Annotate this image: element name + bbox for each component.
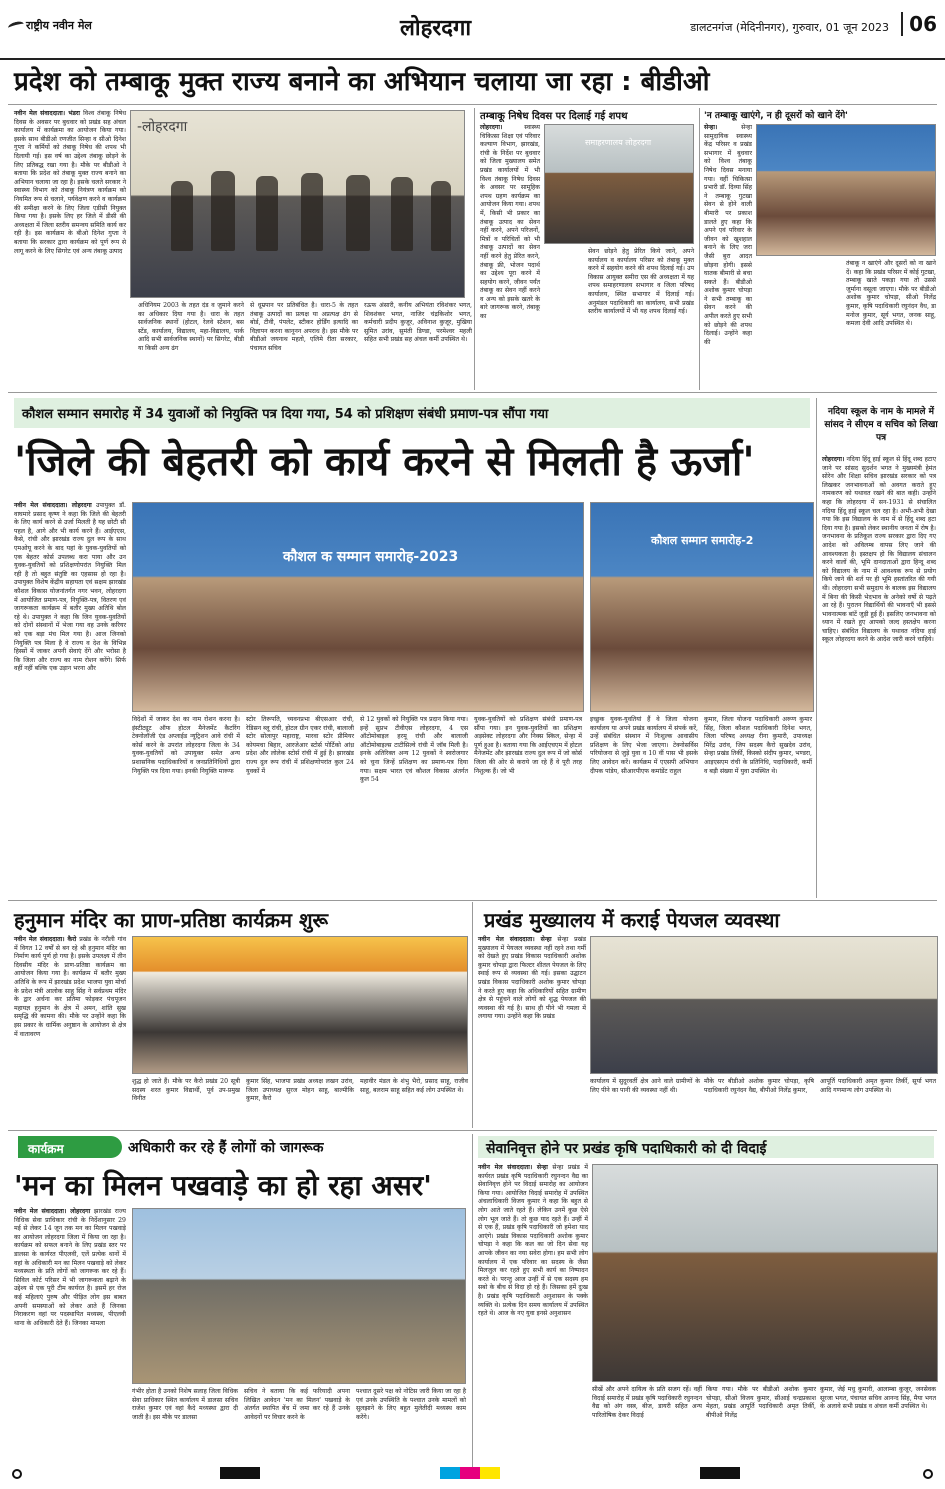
story9-col2: सीखें और अपने दायित्व के प्रति सजग रहें। वहीं विदाई समारोह में प्रखंड कृषि पदाधिकारी रघुनन्दन वैद्य को अंग वस्त्र, बीज, डायरी सहित अन्य पारितोषिक देकर विदाई [592, 1386, 702, 1419]
story3-col1-text: सेन्हा सामुदायिक स्वास्थ्य केंद्र परिसर व प्रखंड सभागार में बुधवार को विश्व तंबाकू निषेध दिवस मनाया गया। वहीं चिकित्सा प्रभारी डॉ. दिव्या सिंह ने तम्बाकू गुटखा सेवन से होने वाली बीमारी पर प्रकाश डालते हुए कहा कि अपने एवं परिवार के जीवन को खुशहाल बनाने के लिए जरा जैसी बुरा आदत छोड़ना होगी। इससे घातक बीमारी से बचा सकते हैं। बीडीओ अशोक कुमार चोपड़ा ने सभी तम्बाकू का सेवन करने की अपील करते हुए सभी को छोड़ने की शपथ दिलाई। उन्होंने कहा की [704, 124, 752, 346]
story4-col7: कुमार, जिला योजना पदाधिकारी अरूण कुमार सिंह, जिला कौशल पदाधिकारी दिनेश भगत, जिला परिषद अध्यक्ष रीना कुमारी, उपाध्यक्ष मिरेंद्र उरांव, जिप सदस्य कैरो सुखदेव उरांव, सेन्हा प्रखंड तिर्की, किस्को संदीप कुमार, भण्डरा, आइएसएम रांची के प्रतिनिधि, पदाधिकारी, कर्मी व बड़ी संख्या में युवा उपस्थित थे। [704, 716, 812, 775]
color-bar-yellow [480, 1467, 500, 1479]
divider [8, 900, 937, 901]
color-bar-black [220, 1467, 260, 1479]
story2-col2: सेवन छोड़ने हेतु प्रेरित किये जाने, अपने कार्यालय व कार्यालय परिसर को तंबाकू मुक्त करने में सहयोग करने की शपथ दिलाई गई। उप विकास आयुक्त समीरा एस की अध्यक्षता में यह शपथ समाहरणालय सभागार व जिला परिषद कार्यालय, स्थित सभागार में दिलाई गई। अनुमंडल पदाधिकारी का कार्यालय, सभी प्रखंड स्तरीय कार्यालयों में भी यह शपथ दिलाई गई। [588, 248, 694, 316]
story8-label: कार्यक्रम [18, 1136, 122, 1158]
divider [699, 108, 700, 390]
story6-col2: शुद्ध हो जाते हैं। मौके पर कैरो प्रखंड 20 सूत्री सदस्य शरत कुमार विद्यार्थी, पूर्व उप-प्रमुख विनीत [132, 1078, 240, 1103]
story6-photo [132, 936, 468, 1074]
story4-col1 [14, 502, 126, 898]
story5-body [822, 456, 936, 896]
story4-col1-text: उपायुक्त डॉ. वाघमारे प्रसाद कृष्ण ने कहा कि जिले की बेहतरी के लिए कार्य करने से उर्जा मिलती है यह छोटी सी पहल है, आगे और भी कार्य करने हैं। आईएएस, कैसे, रांची और झारखंड राज्य दुल रूप के साथ एमओयू करने के बाद यहां के युवक-युवतियों को एक बेहतर कोर्स उपलब्ध करा पाया और उन युवक-युवतियों को प्रशिक्षणोपरांत नियुक्ति मिल रही है तो बहुत संतुष्टि का एहसास हो रहा है। उपायुक्त विशेष केंद्रीय सहायता एवं सक्षम झारखंड कौशल विकास योजनांतर्गत नगर भवन, लोहरदगा में आयोजित प्रमाण-पत्र, नियुक्ति-पत्र, वितरण एवं जागरूकता कार्यक्रम में बतौर मुख्य अतिथि बोल रहे थे। उपायुक्त ने कहा कि जिन युवक-युवतियों को दोनों संस्थानों में भेजा गया वह उनके करियर को एक बड़ा मंच मिल गया है। आज जिनको नियुक्ति पत्र मिला है वे राज्य व देश के विभिन्न हिस्सों में जाकर अपनी सेवाएं देंगे और भरोसा है कि जिला और राज्य का नाम रोशन करेंगे। सिर्फ वहीं नहीं बल्कि एक उड़ान भरना और [14, 502, 126, 673]
divider [8, 392, 937, 393]
story1-col3: से धूम्रपान पर प्रतिबंधित है। धारा-5 के तहत तंबाकू उत्पादों का प्रत्यक्ष या अप्रत्यक्ष ढंग से बोर्ड, टीवी, पंपलेट, स्टीकर होर्डिंग इत्यादि का विज्ञापन करना कानूनन अपराध है। इस मौके पर बीडीओ जयनाथ महतो, एलिमे रीता सरकार, पंचायत सचिव [250, 302, 358, 352]
story2-photo [544, 124, 694, 244]
story4-col6: इच्छुक युवक-युवतियां हैं वे जिला योजना कार्यालय या अपने प्रखंड कार्यालय में संपर्क करें, उन्हें संबंधित संस्थान में निःशुल्क आवासीय प्रशिक्षण के लिए भेजा जाएगा। टेक्नोसर्विस परियोजना से जुड़े युवा व 10 वीं पास भी इसके लिए आवेदन करें। कार्यक्रम में एएसपी अभियान दीपक पांडेय, सीआरपीएफ कमांडेंट राहुल [590, 716, 698, 775]
story9-col4: कुमार, जेई मधु कुमारी, आलाम्बा कुजूर, जनसेवक सूरजा भगत, पंचायत सचिव आनन्द सिंह, मैया भगत के अलावे सभी प्रखंड व अंचल कर्मी उपस्थित थे। [820, 1386, 936, 1411]
story8-col1 [14, 1208, 126, 1466]
story3-headline: 'न तम्बाकू खाएंगे, न ही दूसरों को खाने देंगे' [704, 111, 848, 121]
story8-col1-text: झारखंड राज्य विधिक सेवा प्राधिकार रांची के निर्देशानुसार 29 मई से लेकर 14 जून तक मन का मिलन पखवाड़े का आयोजन लोहरदगा जिला में किया जा रहा है। कार्यक्रम को सफल बनाने के लिए प्रखंड स्तर पर डालसा के कार्यरत पीएलवी, एलें प्रत्येक थानों में वहां के अधिकारी मन का मिलन पखवाड़े को लेकर मध्यस्थता के प्रति लोगों को जागरूक कर रहे हैं। सिविल कोर्ट परिसर में भी जागरूकता बढ़ाने के उद्देश्य से एक पूरी टीम कार्यरत है। इसमें हर रोज कई महिलाएं पुरुष और पीड़ित लोग इस बाबत अपनी समस्याओं को लेकर आते हैं जिनका निराकरण वहां पर पदस्थापित मध्यस्थ, पीएलवी थाना के अधिकारी देते हैं। जिनका मामला [14, 1208, 126, 1327]
brand-name: राष्ट्रीय नवीन मेल [26, 19, 92, 32]
story2-col1-text: स्वास्थ्य चिकित्सा शिक्षा एवं परिवार कल्याण विभाग, झारखंड, रांची के निर्देश पर बुधवार को जिला मुख्यालय समेत प्रखंड कार्यालयों में भी विश्व तंबाकू निषेध दिवस के अवसर पर सामूहिक शपथ ग्रहण कार्यक्रम का आयोजन किया गया। शपथ में, किसी भी प्रकार का तंबाकू उत्पाद का सेवन नहीं करने, अपने परिजनों, मित्रों व परिचितों को भी तंबाकू उत्पादों का सेवन नहीं करने हेतु प्रेरित करने, तंबाकू फ्री, भोजन पदार्थ का उद्देश्य पूरा करने में सहयोग करने, जीवन पर्यंत तंबाकू का सेवन नहीं करने व अन्य को इसके खतरे के बारे जागरूक करने, तंबाकू का [480, 124, 540, 321]
story3-byline: सेन्हा। [704, 124, 718, 131]
story5-byline: लोहरदगा। [822, 456, 845, 463]
story9-col1 [478, 1164, 588, 1466]
divider [8, 104, 937, 105]
story9-col3: किया गया। मौके पर बीडीओ अशोक कुमार चोपड़ा, सीओ विजय कुमार, सीआई चन्द्रप्रकाश मेहता, प्रखंड आपूर्ति पदाधिकारी अमृत तिर्की, बीपीओ निलेंद्र [706, 1386, 816, 1419]
story6-col1 [14, 936, 126, 1126]
story8-headline: 'मन का मिलन पखवाड़े का हो रहा असर' [14, 1169, 432, 1202]
story7-headline: प्रखंड मुख्यालय में कराई पेयजल व्यवस्था [484, 908, 780, 932]
divider [474, 108, 475, 390]
date-line: डालटनगंज (मेदिनीनगर), गुरुवार, 01 जून 2023 [690, 21, 889, 34]
story7-byline: नवीन मेल संवाददाता। सेन्हा [478, 936, 552, 943]
story5-body-text: नदिया हिंदू हाई स्कूल से हिंदू शब्द हटाए जाने पर सांसद सुदर्शन भगत ने मुख्यमंत्री हेमंत सोरेन और शिक्षा सचिव झारखंड सरकार को पत्र लिखकर जनभावनाओं को अवगत कराते हुए नामकरण को यथावत रखने की बात कही। उन्होंने कहा कि लोहरदगा में सन-1931 से संचालित नदिया हिंदू हाई स्कूल चल रहा है। अभी-अभी देखा गया कि इस विद्यालय के नाम में से हिंदू शब्द हटा दिया गया है। इसको लेकर स्थानीय जनता में रोष है। जनभावना के प्रतिकूल राज्य सरकार द्वारा दिए गए आदेश को अविलम्ब वापस लिए जाने की आवश्यकता है। इस्तक्षप हो कि विद्यालय संचालन करने वालों की, भूमि दानदाताओं द्वारा हिन्दू शब्द को विद्यालय के नाम में आवश्यक रूप से प्रयोग किये जाने की शर्त पर ही भूमि हस्तांतरित की गयी थी। लोहरदगा सभी समुदाय के बालक इस विद्यालय में बिना की किसी भेदभाव के अनेको वर्षो से पढ़ते आ रहे हैं। पुरातन विद्यार्थियों की भावनाएँ भी इससे भावनात्मक बांटें जुड़ी हुई हैं। इसलिए जनभावना को ध्यान में रखते हुए आपको जल्द हस्तक्षेप करना चाहिए। संबंधित विद्यालय के यथावत नदिया हाई स्कूल लोहरदगा करने के आदेश जारी करने चाहिये। [822, 456, 936, 644]
story9-byline: नवीन मेल संवाददाता। सेन्हा [478, 1164, 548, 1171]
brand-logo [8, 18, 92, 33]
office-sign: -लोहरदगा [137, 119, 188, 135]
story3-photo [756, 124, 936, 256]
section-title: लोहरदगा [400, 16, 472, 41]
story4-col3: स्टोर तिरूपति, च्यवनप्रभा बीएसआर रांची, रेडिसन ब्लू रांची, होटल ग्रीन एकर रांची, बालाजी स्टोर सोलापुर महाराष्ट्र, मारवा स्टोर प्रीमियर कोयमचा बिहार, आरजेआर स्टोर्स पोर्टिको आंध्र प्रदेश और लोलेक स्टोर्स रांची में हुई है। झारखंड राज्य दुल रूप रांची में प्रशिक्षणोपरांत कुल 24 युवकों में [246, 716, 354, 775]
story6-col3: कुमार सिंह, भाजपा प्रखंड अध्यक्ष लखन उरांव, जिला उपाध्यक्ष सुरज मोहन साहू, बाल्मीकि कुमार, कैरो [246, 1078, 354, 1103]
hall-sign: समाहरणालय लोहरदगा [585, 138, 652, 147]
story7-col3: मौके पर बीडीओ अशोक कुमार चोपड़ा, कृषि पदाधिकारी रघुनंदन वैद्य, बीपीओ निलेंद्र कुमार, [704, 1078, 814, 1094]
story1-col2: अधिनियम 2003 के तहत दंड व जुमाने करने का अधिकार दिया गया है। धारा के तहत सार्वजनिक स्थानों (होटल, रेलवे स्टेशन, बस स्टेंड, कार्यालय, विद्यालय, महा-विद्यालय, पार्क आदि सभी सार्वजनिक स्थानों) पर सिगरेट, बीडी या किसी अन्य ढंग [138, 302, 244, 352]
color-bar-cyan [440, 1467, 460, 1479]
story1-col1-text: विश्व तंबाकू निषेध दिवस के अवसर पर बुधवार को प्रखंड सह अंचल कार्यालय में कार्यक्रमा का आयोजन किया गया। इसके साथ बीडीओ रणजीत सिन्हा व सीओ दिनेश गुप्ता ने कर्मियों को तंबाकू निषेध की शपथ भी दिलायी गई। इस वर्ष का उद्देश्य तंबाकू छोड़ने के लिए प्रतिबद्ध रखा गया है। मौके पर बीडीओ ने बताया कि प्रदेश को तंबाकू मुक्त राज्य बनाने का अभियान चलाया जा रहा है। इसके चलते सरकार ने स्वास्थ्य विभाग को तंबाकू नियंत्रण कार्यक्रम को नियमित रूप से चलाने, पर्यवेक्षण करने व कार्यक्रम की समीक्षा करने के लिए जिला एडीसी नियुक्त किया गया है। इसके लिए हर जिले में डीसी की अध्यक्षता में जिला स्तरीय समन्वय समिति कार्य कर रही है। इस कार्यक्रम के बीओ दिनेश गुप्ता ने बताया कि सरकार द्वारा कार्यक्रम को पूर्ण रूप से लागू करने के लिए सिगरेट एवं अन्य तंबाकू उत्पाद [14, 110, 127, 255]
story4-kicker: कौशल सम्मान समारोह में 34 युवाओं को नियुक्ति पत्र दिया गया, 54 को प्रशिक्षण संबंधी प्रमाण-पत्र सौंपा गया [14, 398, 810, 428]
story7-photo [590, 936, 938, 1074]
story6-headline: हनुमान मंदिर का प्राण-प्रतिष्ठा कार्यक्रम शुरू [14, 908, 329, 932]
page-number: 06 [901, 12, 937, 36]
bird-icon [7, 20, 25, 32]
story3-col1 [704, 124, 752, 346]
story7-col4: आपूर्ति पदाधिकारी अमृत कुमार तिर्की, सूर्या भगत आदि गणमान्य लोग उपस्थित थे। [820, 1078, 936, 1094]
story8-photo [132, 1208, 466, 1384]
registration-mark-icon [923, 1469, 933, 1479]
story6-byline: नवीन मेल संवाददाता। कैरो [14, 936, 77, 943]
story4-photo-main [132, 502, 584, 712]
story4-col2: विदेशों में जाकर देश का नाम रोशन करना है। इंस्टीट्यूट ऑफ होटल मैनेजमेंट कैटरिंग टेक्नोलॉजी एंड अप्लाईड न्यूट्रिशन आवे रांची में कोर्स करने के उपरांत लोहरदगा जिला के 34 युवक-युवतियों को उपायुक्त समेत अन्य प्रशासनिक पदाधिकारियों व जनप्रतिनिधियों द्वारा नियुक्ति पत्र दिया गया। इनकी नियुक्ति मारूफ [132, 716, 240, 775]
story7-col2: कार्यालय में सुदूरवर्ती क्षेत्र आने वाले ग्रामीणों के लिए पीने का पानी की व्यवस्था नहीं थी। [590, 1078, 700, 1094]
story5-headline: नदिया स्कूल के नाम के मामले में सांसद ने सीएम व सचिव को लिखा पत्र [824, 407, 938, 443]
color-bar-magenta [460, 1467, 480, 1479]
story1-col4: रऊफ अंसारी, कनीय अभियंता रविशंकर भगत, शिवशंकर भगत, नाजिर चंद्रकिशोर भगत, कर्मचारी प्रदीप कुजूर, अविनाश कुजूर, मुखिया सुमित उरांव, सुमंती डिण्डा, परमेश्वर महली सहित सभी प्रखंड सह अंचल कर्मी उपस्थित थे। [364, 302, 472, 344]
divider [816, 398, 817, 898]
story8-byline: नवीन मेल संवाददाता। लोहरदगा [14, 1208, 91, 1215]
story1-byline: नवीन मेल संवाददाता। भंडरा [14, 110, 81, 117]
story6-col1-text: प्रखंड के नरौली गांव में विगत 12 वर्षों से बन रहे श्री हनुमान मंदिर का निर्माण कार्य पूर्ण हो गया है। इसके उपलक्ष्य में तीन दिवसीय मंदिर के प्राण-प्रतिष्ठा कार्यक्रम का आयोजन किया गया है। कार्यक्रम में बतौर मुख्य अतिथि के रूप में झारखंड प्रदेश भाजपा युवा मोर्चा के प्रदेश मंत्री आलोक साहू सिंह ने सर्वप्रथम मंदिर के द्वार अर्चना कर प्रतिमा फोड़कर पंचपूजन महायज्ञ हनुमान के क्षेत्र में अमन, शांति सुख समृद्धि की कामना की। मौके पर उन्होंने कहा कि इस प्रकार के धार्मिक अनुष्ठान के आयोजन से क्षेत्र में वातावरण [14, 936, 127, 1038]
story9-photo [592, 1164, 938, 1382]
story8-col2: गंभीर होता है उनको निशेष सलाह जिला विधिक सेवा प्राधिकार स्थित कार्यालय में डालसा सचिव राजेश कुमार एवं वहां कैदे मध्यस्था द्वारा दी जाती है। इस मौके पर डालसा [132, 1388, 238, 1421]
event-banner: कौशल क सम्मान समारोह-2023 [283, 549, 459, 565]
story2-byline: लोहरदगा। [480, 124, 503, 131]
story7-col1-text: सेन्हा प्रखंड मुख्यालय में पेयजल व्यवस्था नहीं रहने तथा गर्मी को देखते हुए प्रखंड विकास पदाधिकारी अशोक कुमार चोपड़ा द्वारा फिल्टर शीतल पेयजल के लिए स्थाई रूप से व्यवस्था की गई। इसका उद्घाटन प्रखंड विकास पदाधिकारी अशोक कुमार चोपड़ा ने करते हुए कहा कि अधिकारियों सहित ग्रामीण क्षेत्र से पहुंचने वाले लोगों को शुद्ध पेयजल की व्यवस्था की गई है। साथ ही पीने भी गमला में लगाया गया। उन्होंने कहा कि प्रखंड [478, 936, 587, 1021]
story4-col4: से 12 युवकों को नियुक्ति पत्र प्रदान किया गया। इन्हें सुप्रभ टीवीएस लोहरदगा, 4 एस ऑटोमोबाइल हरमू रांची और बालाजी ऑटोमोबाइल्स टाटीसिल्वे रांची में जॉब मिली है। इनके अतिरिक्त अन्य 12 युवकों ने स्वरोजगार को चुना जिन्हें प्रशिक्षण का प्रमाण-पत्र दिया गया। सक्षम भारत एवं कौशल विकास अंतर्गत कुल 54 [360, 716, 468, 784]
registration-mark-icon [12, 1469, 22, 1479]
story2-col1-top [480, 124, 540, 321]
story4-photo-side [590, 502, 814, 712]
story9-col1-text: सेन्हा प्रखंड में कार्यरत प्रखंड कृषि पदाधिकारी रघुनन्दन वैद्य का सेवानिवृत्त होने पर विदाई समारोह का आयोजन किया गया। आयोजित विदाई समारोह में उपस्थित अंचलाधिकारी विजय कुमार ने कहा कि बहुत से लोग आते जाते रहते हैं। लेकिन उनमें कुछ ऐसे लोग भूल जाते हैं। तो कुछ याद रहते हैं। उन्हीं में से एक हैं, प्रखंड कृषि पदाधिकारी जो हमेशा याद आएंगे। प्रखंड विकास पदाधिकारी अशोक कुमार चोपड़ा ने कहा कि कल का जो दिन सेवा यह आपके जीवन का नया सवेरा होगा। हम सभी लोग कार्यालय में एक परिवार का सदस्य के जैसा मिलजुल कर रहते हुए सभी कार्य का निष्पादन करते थे। परन्तु आज उन्हीं में से एक सदस्य हम सबो के बीच से विदा हो रहे हैं। जिसका हमें दुःख है। प्रखंड कृषि पदाधिकारी अनुशासन के पक्के व्यक्ति थे। प्रत्येक दिन समय कार्यालय में उपस्थित रहते थे। आज के नए युवा इनसे अनुशासन [478, 1164, 589, 1318]
story6-col4: महावीर मंडल के शंभु भैरो, प्रसाद साहू, राजीव साहू, बलराम साहू सहित कई लोग उपस्थित थे। [360, 1078, 468, 1094]
story4-col5: युवक-युवतियों को प्रशिक्षण संबंधी प्रमाण-पत्र सौंपा गया। इन युवक-युवतियों का प्रशिक्षण अड़सेक्ट लोहरदगा और निक्स स्किल, सेन्हा में पूर्ण हुआ है। बताया गया कि आईएचएम में होटल मैनेजमेंट और झारखंड राज्य दुल रूप में जो कोर्स जिला की ओर से कराये जा रहे हैं वे पूरी तरह निशुल्क हैं। जो भी [474, 716, 582, 775]
story8-col3: सचिव ने बताया कि कई फरियादी अपना लिखित आवेदन 'मन का मिलन' पखवाड़े के अंतर्गत स्थापित बेंच में जमा कर रहे हैं उनके आवेदनों पर विचार करने के [244, 1388, 350, 1421]
story4-headline: 'जिले की बेहतरी को कार्य करने से मिलती है ऊर्जा' [14, 439, 755, 485]
masthead [0, 0, 945, 60]
story4-byline: नवीन मेल संवाददाता। लोहरदगा [14, 502, 92, 509]
color-bar-black-2 [700, 1467, 740, 1479]
story2-headline: तम्बाकू निषेध दिवस पर दिलाई गई शपथ [480, 111, 628, 122]
divider [472, 902, 473, 1128]
story1-headline: प्रदेश को तम्बाकू मुक्त राज्य बनाने का अभियान चलाया जा रहा : बीडीओ [14, 67, 710, 97]
story1-col1 [14, 110, 126, 302]
story9-headline: सेवानिवृत्त होने पर प्रखंड कृषि पदाधिकारी को दी विदाई [478, 1136, 934, 1158]
divider [8, 1130, 937, 1131]
story3-col2: तंबाकू न खाएंगे और दूसरों को ना खाने दें। कहा कि प्रखंड परिसर में कोई गुटखा, तम्बाकू खाते पकड़ा गया तो उससे जुर्माना वसूला जाएगा। मौके पर बीडीओ अशोक कुमार चोपड़ा, सीओ निलेंद्र कुमार, कृषि पदाधिकारी रघुनंदन वैध, डा मनोज कुमार, सूर्य भगत, जनक साहू, कमला देवी आदि उपस्थित थे। [846, 260, 936, 328]
story8-kicker: अधिकारी कर रहे हैं लोगों को जागरूक [128, 1140, 324, 1156]
story1-photo [130, 110, 465, 298]
story7-col1 [478, 936, 586, 1126]
event-banner-2: कौशल सम्मान समारोह-2 [651, 534, 754, 547]
story8-col4: पश्चात दूसरे पक्ष को नोटिस जारी किया जा रहा है एवं उनके उपस्थिति के पश्चात उनके मामलों को सुलझाने के लिए बहुत मुलेतीदी मध्यस्थ काम करेंगे। [356, 1388, 466, 1421]
divider [472, 1134, 473, 1468]
